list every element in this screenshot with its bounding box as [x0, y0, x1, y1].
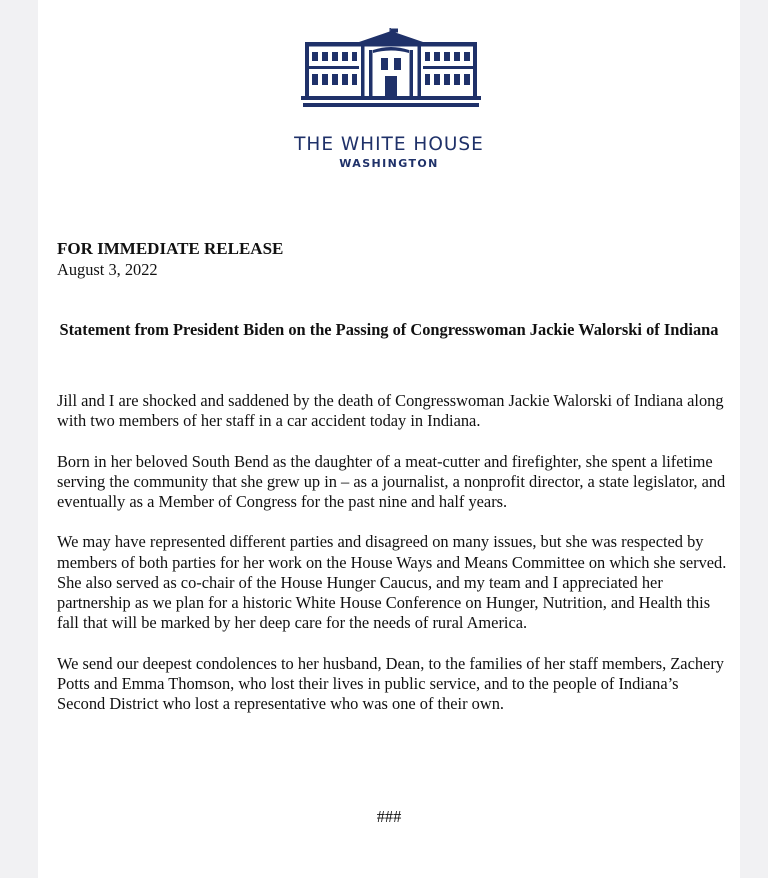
body-paragraph: We send our deepest condolences to her husband, Dean, to the families of her staff members, Zachery Potts and Emma Thomson, who lost their lives in public service, and to the people of Indiana’s Second District who lost a representative who was one of their own. — [57, 653, 724, 713]
release-label: FOR IMMEDIATE RELEASE — [57, 239, 284, 258]
release-date: August 3, 2022 — [57, 260, 158, 279]
body-paragraph: Jill and I are shocked and saddened by the death of Congresswoman Jackie Walorski of Indiana along with two members of her staff in a car accident today in Indiana. — [57, 391, 724, 431]
press-release-page — [38, 0, 740, 878]
body-paragraph: Born in her beloved South Bend as the daughter of a meat-cutter and firefighter, she spent a lifetime serving the community that she grew up in – as a journalist, a nonprofit director, a state legislator, and eventually as a Member of Congress for the past nine and half years. — [57, 451, 726, 511]
organization-city: WASHINGTON — [339, 157, 439, 170]
organization-name: THE WHITE HOUSE — [294, 134, 484, 155]
statement-body — [57, 391, 727, 734]
white-house-logo-icon — [301, 28, 481, 110]
end-mark: ### — [376, 807, 402, 826]
statement-headline: Statement from President Biden on the Passing of Congresswoman Jackie Walorski of Indiana — [59, 320, 719, 339]
body-paragraph: We may have represented different parties and disagreed on many issues, but she was respected by members of both parties for her work on the House Ways and Means Committee on which she served. She also served as co-chair of the House Hunger Caucus, and my team and I appreciated her partnership as we plan for a historic White House Conference on Hunger, Nutrition, and Health this fall that will be marked by her deep care for the needs of rural America. — [57, 532, 727, 633]
